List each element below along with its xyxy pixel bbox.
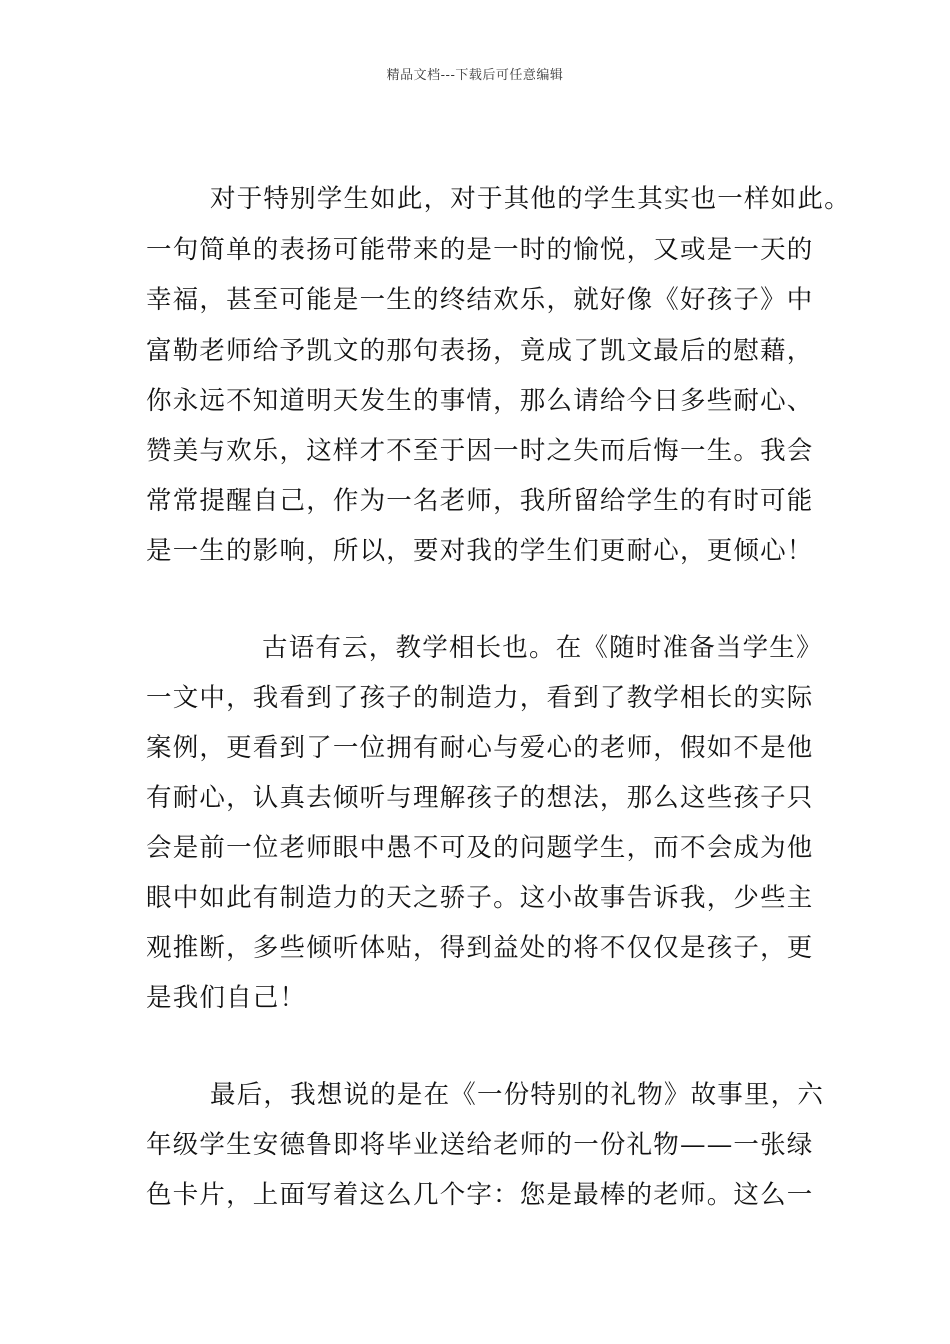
paragraph-line: 幸福，甚至可能是一生的终结欢乐，就好像《好孩子》中: [146, 285, 814, 315]
paragraph-line: 一句简单的表扬可能带来的是一时的愉悦，又或是一天的: [146, 235, 814, 265]
paragraph-line: 是我们自己！: [146, 983, 307, 1013]
paragraph-line: 赞美与欢乐，这样才不至于因一时之失而后悔一生。我会: [146, 436, 814, 466]
page-header: 精品文档---下载后可任意编辑: [386, 68, 564, 83]
paragraph-line: 对于特别学生如此，对于其他的学生其实也一样如此。: [210, 184, 851, 214]
paragraph-line: 富勒老师给予凯文的那句表扬，竟成了凯文最后的慰藉，: [146, 336, 814, 366]
paragraph-line: 常常提醒自己，作为一名老师，我所留给学生的有时可能: [146, 486, 814, 516]
paragraph-line: 观推断，多些倾听体贴，得到益处的将不仅仅是孩子，更: [146, 933, 814, 963]
paragraph-line: 案例，更看到了一位拥有耐心与爱心的老师，假如不是他: [146, 733, 814, 763]
paragraph-line: 你永远不知道明天发生的事情，那么请给今日多些耐心、: [146, 386, 814, 416]
paragraph-line: 古语有云，教学相长也。在《随时准备当学生》: [262, 633, 823, 663]
paragraph-line: 年级学生安德鲁即将毕业送给老师的一份礼物——一张绿: [146, 1130, 814, 1160]
paragraph-line: 眼中如此有制造力的天之骄子。这小故事告诉我，少些主: [146, 883, 814, 913]
paragraph-line: 有耐心，认真去倾听与理解孩子的想法，那么这些孩子只: [146, 783, 814, 813]
paragraph-line: 是一生的影响，所以，要对我的学生们更耐心，更倾心！: [146, 536, 814, 566]
paragraph-line: 色卡片，上面写着这么几个字：您是最棒的老师。这么一: [146, 1180, 814, 1210]
paragraph-line: 一文中，我看到了孩子的制造力，看到了教学相长的实际: [146, 683, 814, 713]
paragraph-line: 会是前一位老师眼中愚不可及的问题学生，而不会成为他: [146, 833, 814, 863]
paragraph-line: 最后，我想说的是在《一份特别的礼物》故事里，六: [210, 1080, 825, 1110]
